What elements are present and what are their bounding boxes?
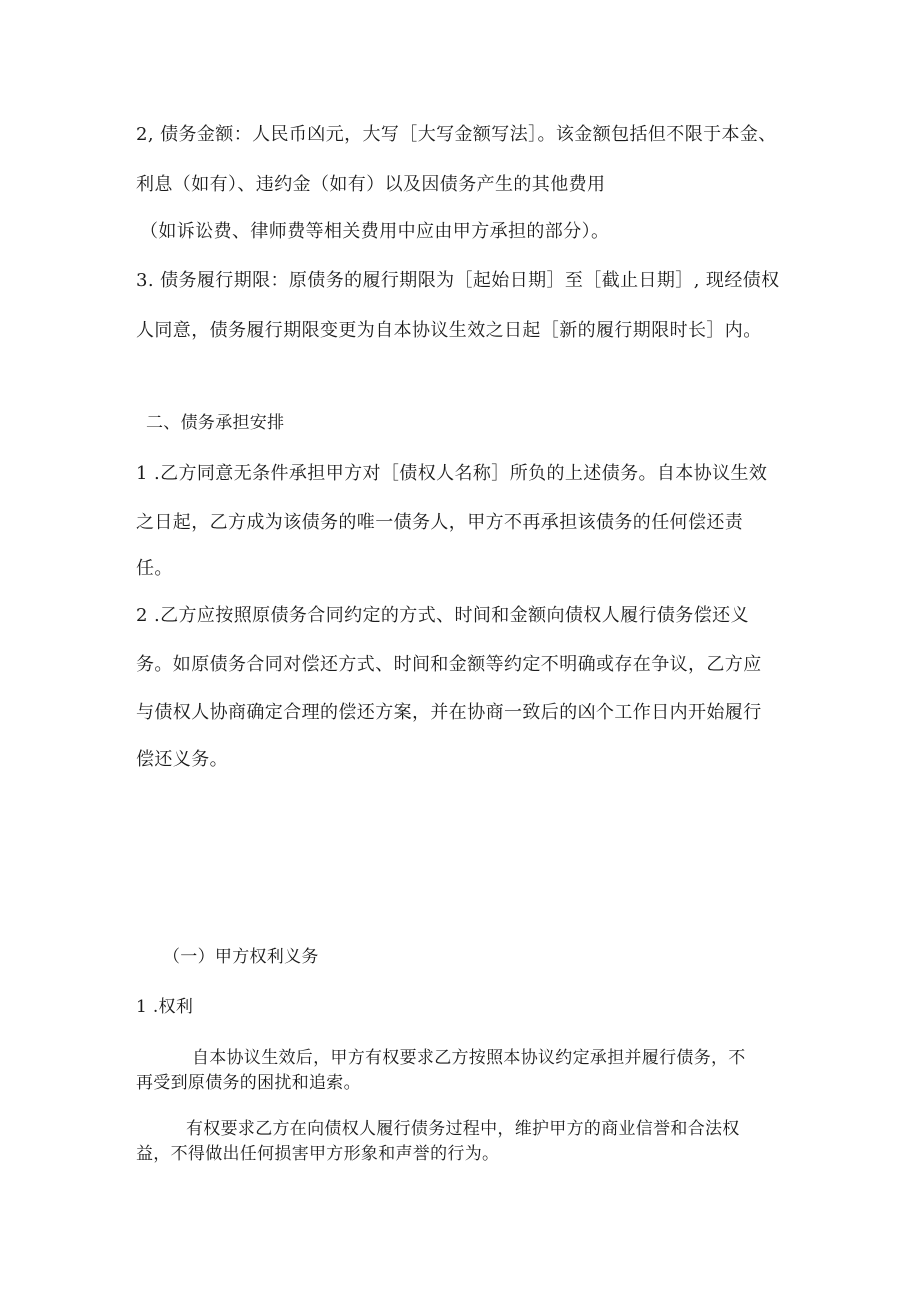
item2-line3: （如诉讼费、律师费等相关费用中应由甲方承担的部分）。 (140, 221, 610, 242)
item2-line2: 利息（如有）、违约金（如有）以及因债务产生的其他费用 (136, 174, 606, 195)
right2-line1: 有权要求乙方在向债权人履行债务过程中，维护甲方的商业信誉和合法权 (186, 1119, 740, 1139)
right1-line2: 再受到原债务的困扰和追索。 (136, 1073, 361, 1093)
section2-para2-line3: 与债权人协商确定合理的偿还方案，并在协商一致后的凶个工作日内开始履行 (136, 702, 762, 723)
section2-para2-line2: 务。如原债务合同对偿还方式、时间和金额等约定不明确或存在争议，乙方应 (136, 654, 762, 675)
item3-line1: 3. 债务履行期限：原债务的履行期限为［起始日期］至［截止日期］, 现经债权 (136, 270, 780, 291)
section2-para1-line2: 之日起，乙方成为该债务的唯一债务人，甲方不再承担该债务的任何偿还责 (136, 512, 744, 533)
section2-para1-line1: 1 .乙方同意无条件承担甲方对［债权人名称］所负的上述债务。自本协议生效 (136, 463, 768, 484)
right2-line2: 益，不得做出任何损害甲方形象和声誉的行为。 (136, 1144, 500, 1164)
subsection1-heading: （一）甲方权利义务 (163, 947, 319, 967)
rights-heading: 1 .权利 (136, 997, 194, 1017)
item2-line1: 2, 债务金额：人民币凶元，大写［大写金额写法］。该金额包括但不限于本金、 (136, 124, 777, 145)
section2-heading: 二、债务承担安排 (146, 413, 285, 433)
item3-line2: 人同意，债务履行期限变更为自本协议生效之日起［新的履行期限时长］内。 (136, 320, 762, 341)
section2-para1-line3: 任。 (136, 558, 173, 579)
right1-line1: 自本协议生效后，甲方有权要求乙方按照本协议约定承担并履行债务，不 (192, 1048, 746, 1068)
section2-para2-line1: 2 .乙方应按照原债务合同约定的方式、时间和金额向债权人履行债务偿还义 (136, 605, 749, 626)
section2-para2-line4: 偿还义务。 (136, 749, 228, 770)
